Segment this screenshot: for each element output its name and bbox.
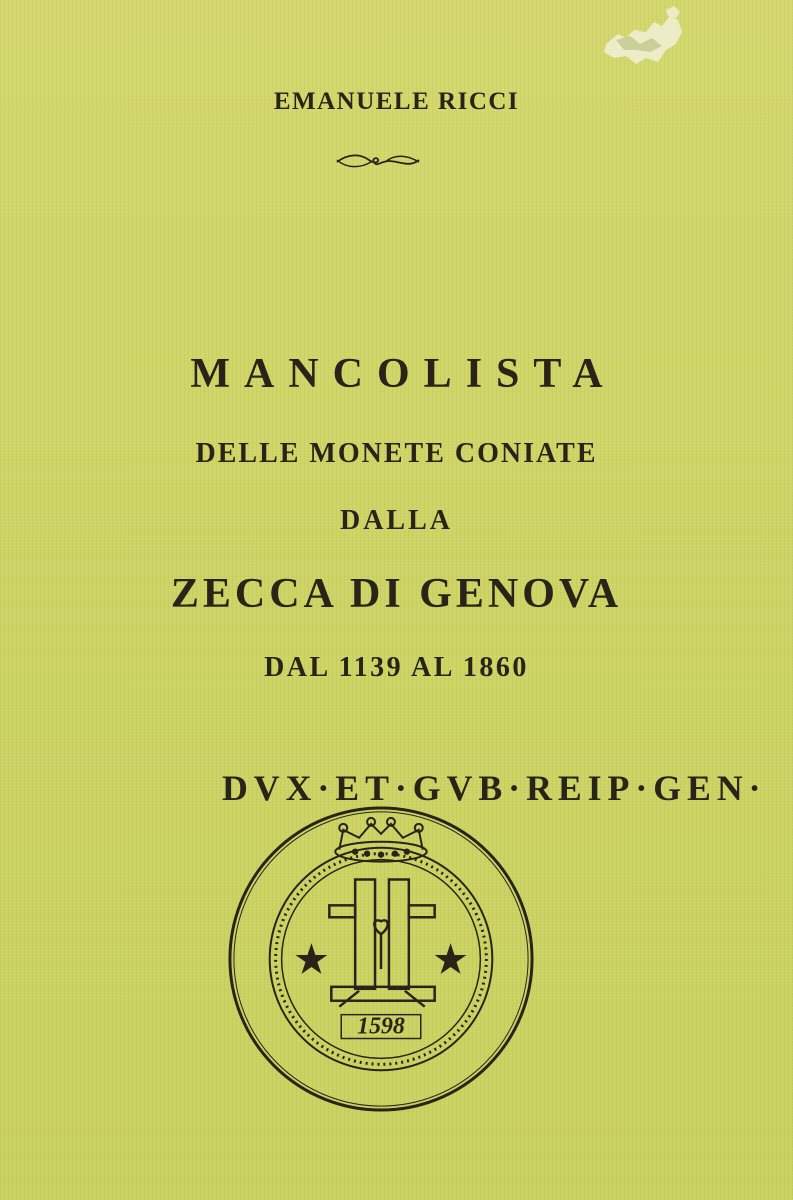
title-mint: ZECCA DI GENOVA [170,571,623,617]
title-dates: DAL 1139 AL 1860 [264,652,529,683]
title-line-3: DALLA [339,505,453,536]
paper-stain [596,4,692,70]
title-main: MANCOLISTA [190,351,617,397]
coin-illustration [222,768,767,1118]
monogram-icon [329,880,434,1007]
coin-legend: DVX·ET·GVB·REIP·GEN· [222,768,767,808]
flourish-ornament [335,150,421,172]
title-line-2: DELLE MONETE CONIATE [195,438,598,469]
coin-date: 1598 [357,1013,405,1040]
author-name: EMANUELE RICCI [273,88,520,115]
crown-icon [335,818,426,862]
